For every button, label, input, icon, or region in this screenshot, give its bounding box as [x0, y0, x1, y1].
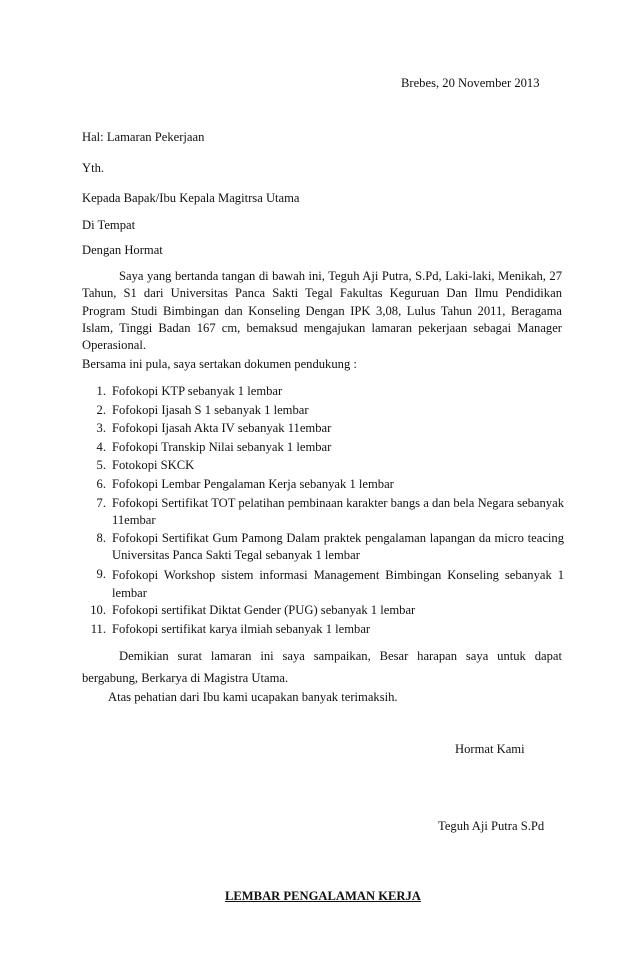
list-item-text: Fofokopi Sertifikat Gum Pamong Dalam praktek pengalaman lapangan da micro teacing Universitas Panca Sakti Tegal sebanyak 1 lembar — [112, 531, 564, 563]
list-item — [82, 495, 564, 531]
list-item — [82, 566, 564, 602]
list-item-number: 4. — [96, 439, 106, 454]
list-item-number: 5. — [96, 458, 106, 473]
next-page-title: LEMBAR PENGALAMAN KERJA — [225, 889, 421, 903]
list-item-text: Fofokopi sertifikat karya ilmiah sebanyak 1 lembar — [112, 621, 371, 636]
list-item — [82, 439, 564, 458]
list-item-text: Fofokopi KTP sebanyak 1 lembar — [112, 384, 283, 398]
list-item — [82, 476, 564, 495]
list-item-text: Fofokopi Transkip Nilai sebanyak 1 lembar — [112, 439, 332, 454]
list-item-number: 2. — [96, 402, 106, 417]
attachments-intro: Bersama ini pula, saya sertakan dokumen pendukung : — [82, 357, 357, 371]
list-item-text: Fofokopi Workshop sistem informasi Management Bimbingan Konseling sebanyak 1 lembar — [112, 568, 564, 601]
thanks-line: Atas pehatian dari Ibu kami ucapakan banyak terimaksih. — [108, 690, 398, 704]
closing-paragraph: Demikian surat lamaran ini saya sampaikan, Besar harapan saya untuk dapat bergabung, Berkarya di Magistra Utama. — [82, 649, 562, 685]
greeting: Dengan Hormat — [82, 243, 163, 257]
location-line: Di Tempat — [82, 218, 136, 232]
regards: Hormat Kami — [455, 742, 525, 756]
place-date: Brebes, 20 November 2013 — [401, 76, 540, 90]
list-item-number: 6. — [96, 476, 106, 491]
list-item — [82, 402, 564, 421]
list-item — [82, 420, 564, 439]
signature-name: Teguh Aji Putra S.Pd — [438, 819, 545, 833]
list-item — [82, 383, 564, 402]
list-item-text: Fotokopi SKCK — [112, 458, 195, 473]
list-item-text: Fofokopi Lembar Pengalaman Kerja sebanyak 1 lembar — [112, 476, 394, 491]
list-item — [82, 621, 564, 640]
list-item-number: 10. — [90, 603, 106, 618]
list-item-text: Fofokopi Sertifikat TOT pelatihan pembinaan karakter bangs a dan bela Negara sebanyak 11embar — [112, 495, 564, 527]
list-item — [82, 530, 564, 566]
intro-paragraph: Saya yang bertanda tangan di bawah ini, Teguh Aji Putra, S.Pd, Laki-laki, Menikah, 27 Tahun, S1 dari Universitas Panca Sakti Tegal Fakultas Keguruan Dan Ilmu Pendidikan Program Studi Bimbingan dan Konseling Dengan IPK 3,08, Lulus Tahun 2011, Beragama Islam, Tinggi Badan 167 cm, bemaksud mengajukan lamaran pekerjaan sebagai Manager Operasional. — [82, 269, 562, 353]
list-item — [82, 602, 564, 621]
list-item-text: Fofokopi Ijasah S 1 sebanyak 1 lembar — [112, 402, 309, 417]
list-item-text: Fofokopi sertifikat Diktat Gender (PUG) sebanyak 1 lembar — [112, 603, 416, 618]
salutation-yth: Yth. — [82, 161, 105, 175]
subject-line: Hal: Lamaran Pekerjaan — [82, 130, 205, 144]
list-item-number: 8. — [96, 531, 106, 546]
list-item — [82, 457, 564, 476]
list-item-number: 11. — [90, 621, 106, 636]
list-item-text: Fofokopi Ijasah Akta IV sebanyak 11embar — [112, 421, 332, 436]
list-item-number: 9. — [96, 567, 106, 582]
list-item-number: 7. — [96, 495, 106, 510]
list-item-number: 3. — [96, 421, 106, 436]
attachments-list — [82, 383, 564, 639]
list-item-number: 1. — [96, 384, 106, 398]
addressee: Kepada Bapak/Ibu Kepala Magitrsa Utama — [82, 191, 300, 205]
